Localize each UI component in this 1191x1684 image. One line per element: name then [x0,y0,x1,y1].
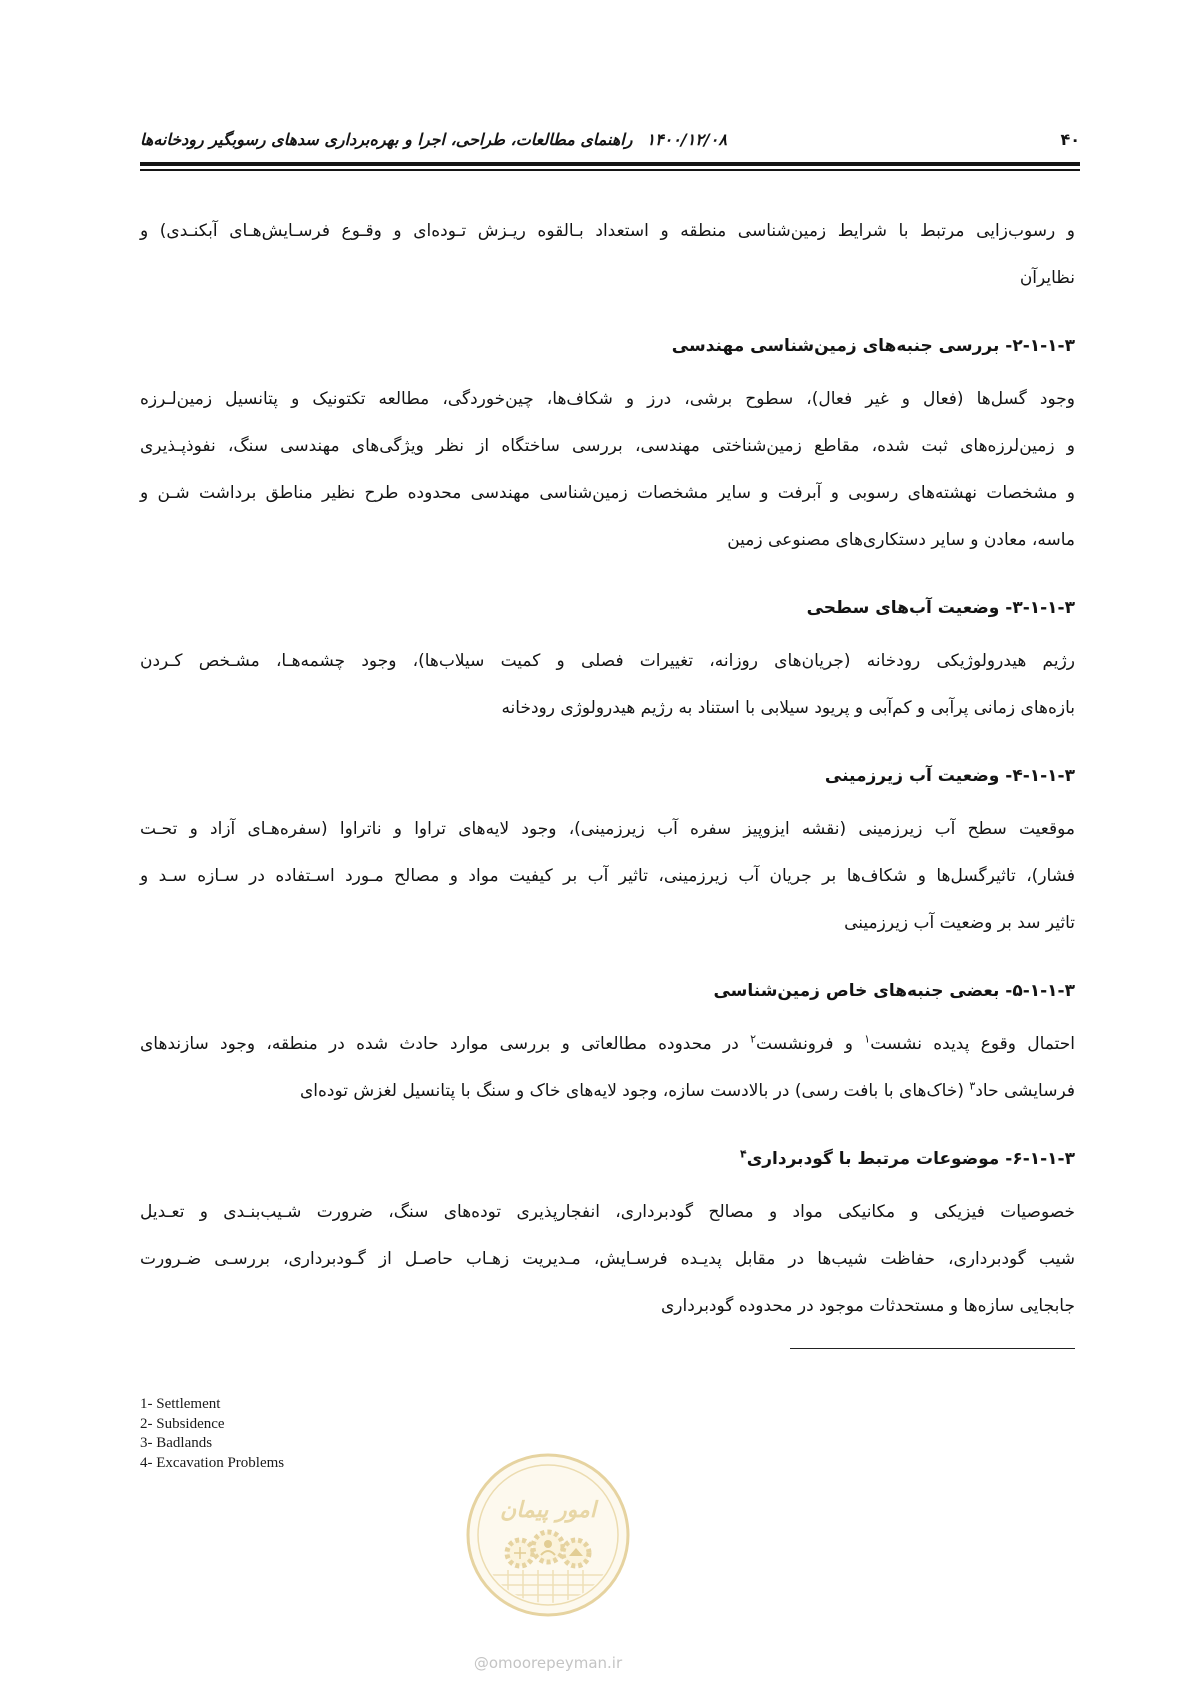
footnotes [140,1395,284,1473]
line-segment: احتمال وقوع پدیده نشست [870,1034,1075,1054]
section-number: ۳-۱-۱-۴- [1005,766,1075,786]
paragraph-line [140,1021,1075,1068]
line-segment: (خاک‌های با بافت رسی) در بالادست سازه، وجود لایه‌های خاک و سنگ با پتانسیل لغزش توده‌ای [299,1081,970,1101]
line-segment: و فرونشست [756,1034,865,1054]
paragraph-line: وجود گسل‌ها (فعال و غیر فعال)، سطوح برشی، درز و شکاف‌ها، چین‌خوردگی، مطالعه تکتونیک و پتانسیل زمین‌لـرزه [140,389,1075,409]
section-title: وضعیت آب‌های سطحی [806,598,1000,618]
paragraph [140,376,1075,564]
footnote-ref: ۱ [864,1032,871,1046]
paragraph-line: و مشخصات نهشته‌های رسوبی و آبرفت و سایر مشخصات زمین‌شناسی مهندسی محدوده طرح نظیر مناطق برداشت شـن و [140,483,1075,503]
footnote-separator [790,1348,1075,1349]
section-heading [140,323,1075,370]
paragraph-line: رژیم هیدرولوژیکی رودخانه (جریان‌های روزانه، تغییرات فصلی و کمیت سیلاب‌ها)، وجود چشمه‌هـا، مشـخص کـردن [140,651,1075,671]
section-title: بررسی جنبه‌های زمین‌شناسی مهندسی [671,336,1000,356]
section-title: بعضی جنبه‌های خاص زمین‌شناسی [713,981,1000,1001]
section-number: ۳-۱-۱-۶- [1005,1149,1075,1169]
paragraph-line: و رسوب‌زایی مرتبط با شرایط زمین‌شناسی منطقه و استعداد بـالقوه ریـزش تـوده‌ای و وقـوع فرسـایش‌هـای آبکنـدی) و [140,221,1075,241]
footnote: 4- Excavation Problems [140,1454,285,1471]
watermark-site: @omoorepeyman.ir [473,1654,623,1672]
paragraph-line: موقعیت سطح آب زیرزمینی (نقشه ایزوپیز سفره آب زیرزمینی)، وجود لایه‌های تراوا و ناتراوا (سفره‌هـای آزاد و تحـت [140,819,1075,839]
paragraph-line: نظایرآن [1019,268,1075,288]
running-header [140,122,1080,156]
page-number: ۴۰ [1060,129,1080,149]
line-segment: فرسایشی حاد [975,1081,1075,1101]
header-date: ۱۴۰۰/۱۲/۰۸ [646,129,727,149]
section-heading [140,968,1075,1015]
line-segment: در محدوده مطالعاتی و بررسی موارد حادث شده در منطقه، وجود سازندهای [140,1034,751,1054]
paragraph-line: جابجایی سازه‌ها و مستحدثات موجود در محدوده گودبرداری [661,1296,1075,1316]
paragraph-line: ماسه، معادن و سایر دستکاری‌های مصنوعی زمین [727,530,1075,550]
header-title: راهنمای مطالعات، طراحی، اجرا و بهره‌برداری سدهای رسوبگیر رودخانه‌ها [140,129,633,149]
header-rule-thick [140,162,1080,166]
footnote: 2- Subsidence [140,1415,225,1432]
section-number: ۳-۱-۱-۲- [1005,336,1075,356]
paragraph [140,1021,1075,1115]
paragraph-line: بازه‌های زمانی پرآبی و کم‌آبی و پریود سیلابی با استناد به رژیم هیدرولوژی رودخانه [501,698,1075,718]
section-title: موضوعات مرتبط با گودبرداری [746,1149,1000,1169]
footnote: 1- Settlement [140,1396,221,1412]
footnote-ref: ۴ [739,1147,747,1161]
body-text [140,208,1075,1330]
paragraph [140,806,1075,947]
header-rule-thin [140,169,1080,171]
paragraph-line: شیب گودبرداری، حفاظت شیب‌ها در مقابل پدیـده فرسـایش، مـدیریت زهـاب حاصـل از گـودبرداری، بررسـی ضـرورت [140,1249,1075,1269]
section-number: ۳-۱-۱-۵- [1005,981,1075,1001]
paragraph-line: خصوصیات فیزیکی و مکانیکی مواد و مصالح گودبرداری، انفجارپذیری توده‌های سنگ، ضرورت شـیب‌بنـدی و تعـدیل [140,1202,1075,1222]
paragraph-intro [140,208,1075,302]
footnote-ref: ۲ [750,1032,757,1046]
section-heading [140,1136,1075,1183]
logo-lettering: امور پیمان [500,1498,596,1523]
section-heading [140,585,1075,632]
section-title: وضعیت آب زیرزمینی [824,766,1000,786]
footnote-ref: ۳ [969,1079,976,1093]
footnote: 3- Badlands [140,1435,213,1451]
paragraph-line: فشار)، تاثیرگسل‌ها و شکاف‌ها بر جریان آب زیرزمینی، تاثیر آب بر کیفیت مواد و مصالح مـورد اسـتفاده در سـازه سـد و [140,866,1075,886]
section-number: ۳-۱-۱-۳- [1005,598,1075,618]
watermark-logo [448,1435,648,1635]
section-heading [140,753,1075,800]
paragraph [140,638,1075,732]
person-icon [544,1540,552,1548]
paragraph-line [140,1068,1075,1115]
paragraph-line: تاثیر سد بر وضعیت آب زیرزمینی [844,913,1075,933]
paragraph [140,1189,1075,1330]
paragraph-line: و زمین‌لرزه‌های ثبت شده، مقاطع زمین‌شناختی مهندسی، بررسی ساختگاه از نظر ویژگی‌های مهندسی سنگ، نفوذپـذیری [140,436,1075,456]
header-title-block [140,130,727,149]
